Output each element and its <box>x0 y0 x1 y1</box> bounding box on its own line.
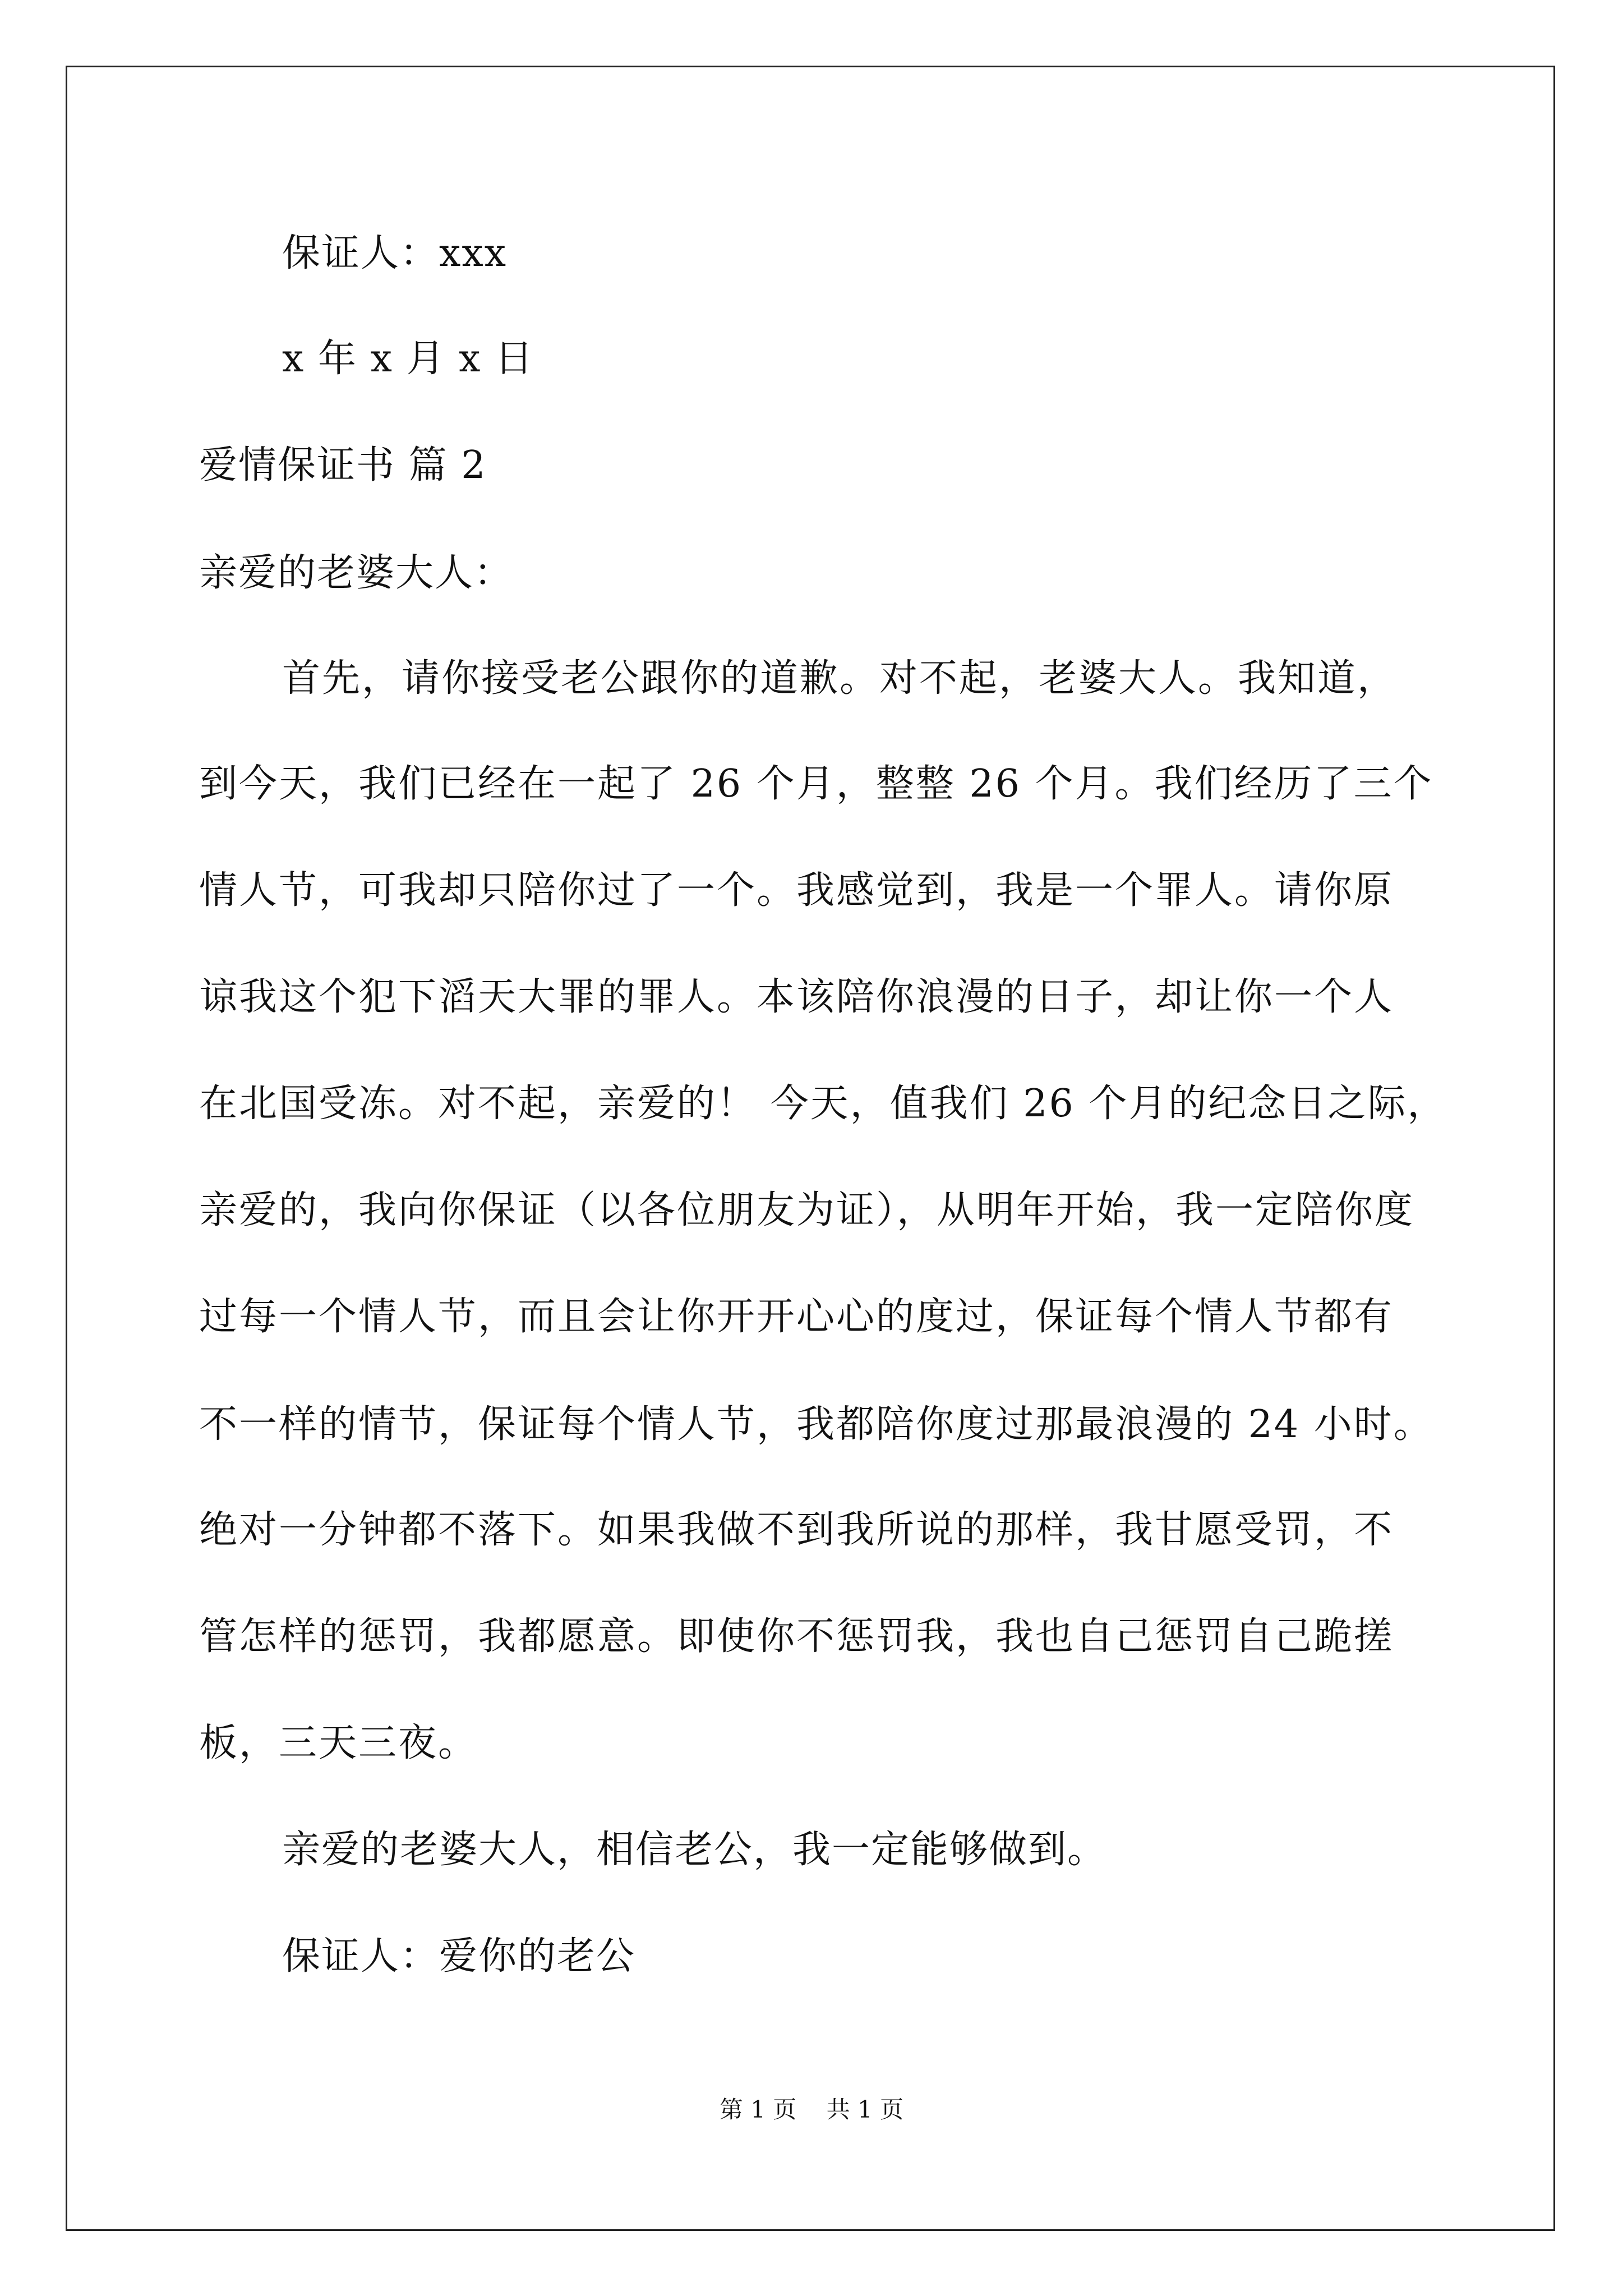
body-line: 不一样的情节，保证每个情人节，我都陪你度过那最浪漫的 24 小时。 <box>199 1402 1433 1447</box>
page-footer: 第 1 页 共 1 页 <box>719 2096 904 2123</box>
body-line: 情人节，可我却只陪你过了一个。我感觉到，我是一个罪人。请你原 <box>199 868 1394 913</box>
body-line: 管怎样的惩罚，我都愿意。即使你不惩罚我，我也自己惩罚自己跪搓 <box>199 1614 1394 1659</box>
body-line: 在北国受冻。对不起，亲爱的！ 今天，值我们 26 个月的纪念日之际， <box>199 1082 1447 1126</box>
body-line: 到今天，我们已经在一起了 26 个月，整整 26 个月。我们经历了三个 <box>199 762 1433 806</box>
body-line: 过每一个情人节，而且会让你开开心心的度过，保证每个情人节都有 <box>199 1295 1394 1339</box>
body-line: 亲爱的，我向你保证（以各位朋友为证），从明年开始，我一定陪你度 <box>199 1188 1415 1232</box>
body-line: 首先，请你接受老公跟你的道歉。对不起，老婆大人。我知道， <box>282 656 1398 701</box>
date-line: x 年 x 月 x 日 <box>282 337 534 381</box>
body-line: 谅我这个犯下滔天大罪的罪人。本该陪你浪漫的日子，却让你一个人 <box>199 975 1394 1019</box>
page-border <box>66 66 1555 2231</box>
guarantor-line: 保证人：xxx <box>282 231 508 275</box>
closing-line: 亲爱的老婆大人，相信老公，我一定能够做到。 <box>282 1828 1107 1872</box>
salutation: 亲爱的老婆大人： <box>199 551 514 595</box>
body-line: 板，三天三夜。 <box>199 1721 478 1765</box>
section-title: 爱情保证书 篇 2 <box>199 443 487 487</box>
signature-line: 保证人：爱你的老公 <box>282 1934 636 1978</box>
body-line: 绝对一分钟都不落下。如果我做不到我所说的那样，我甘愿受罚，不 <box>199 1508 1394 1552</box>
